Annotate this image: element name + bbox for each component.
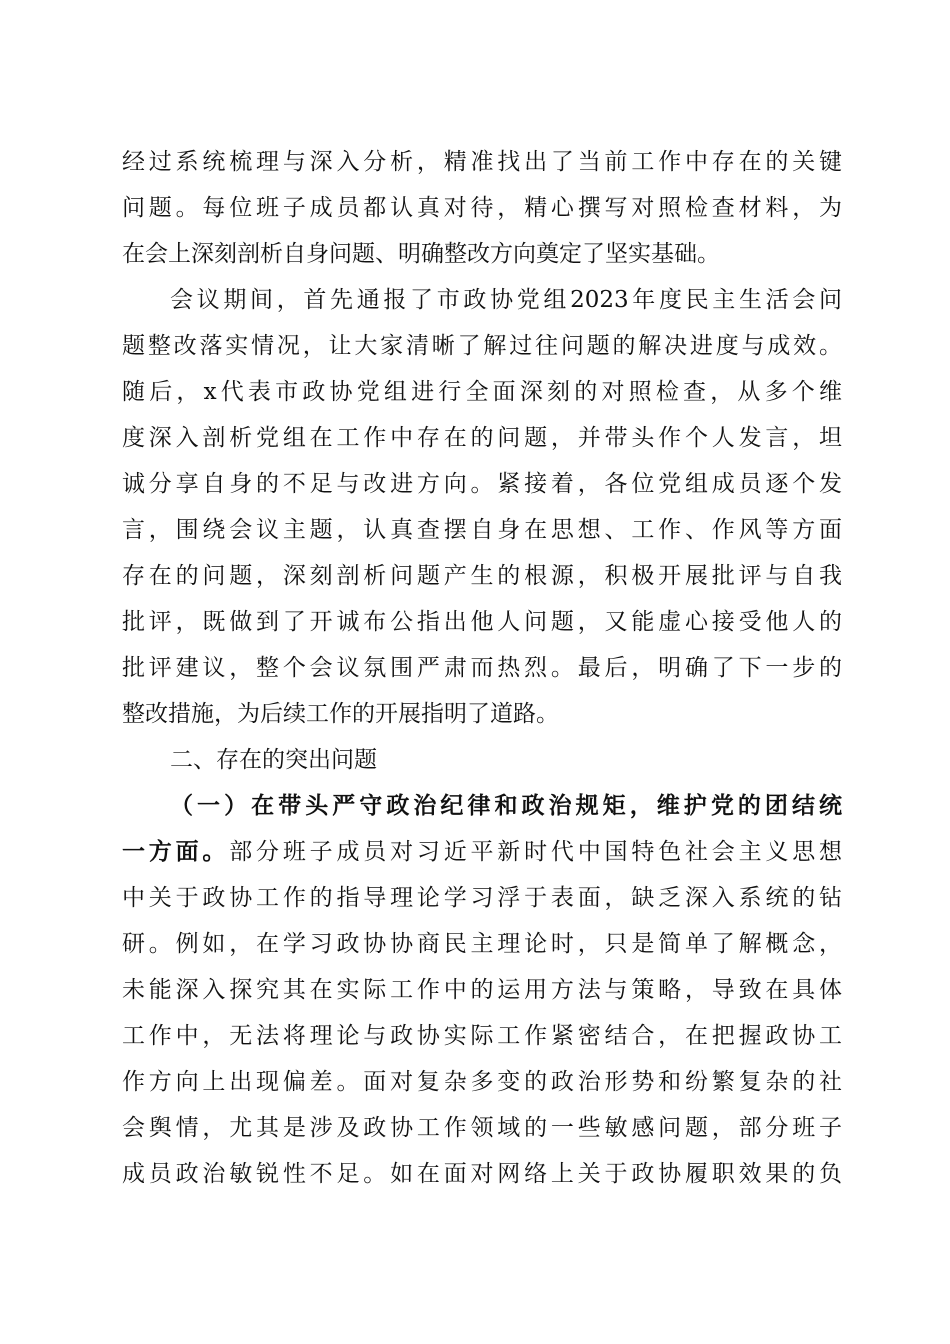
paragraph-line: 未能深入探究其在实际工作中的运用方法与策略，导致在具体 xyxy=(122,977,842,1003)
paragraph-line: 诚分享自身的不足与改进方向。紧接着，各位党组成员逐个发 xyxy=(122,471,842,497)
paragraph-line: 经过系统梳理与深入分析，精准找出了当前工作中存在的关键 xyxy=(122,149,842,175)
paragraph-line: 在会上深刻剖析自身问题、明确整改方向奠定了坚实基础。 xyxy=(122,241,720,267)
paragraph-line xyxy=(122,838,842,866)
paragraph-line: 研。例如，在学习政协协商民主理论时，只是简单了解概念， xyxy=(122,931,842,957)
paragraph-line: 会议期间，首先通报了市政协党组2023年度民主生活会问 xyxy=(170,287,842,313)
paragraph-text: 部分班子成员对习近平新时代中国特色社会主义思想 xyxy=(229,839,843,865)
paragraph-line: 问题。每位班子成员都认真对待，精心撰写对照检查材料，为 xyxy=(122,195,842,221)
paragraph-line: 度深入剖析党组在工作中存在的问题，并带头作个人发言，坦 xyxy=(122,425,842,451)
paragraph-line: 批评建议，整个会议氛围严肃而热烈。最后，明确了下一步的 xyxy=(122,655,842,681)
paragraph-line: 存在的问题，深刻剖析问题产生的根源，积极开展批评与自我 xyxy=(122,563,842,589)
section-heading: 二、存在的突出问题 xyxy=(170,747,377,773)
paragraph-line: 中关于政协工作的指导理论学习浮于表面，缺乏深入系统的钻 xyxy=(122,885,842,911)
paragraph-line: 会舆情，尤其是涉及政协工作领域的一些敏感问题，部分班子 xyxy=(122,1115,842,1141)
paragraph-line: 言，围绕会议主题，认真查摆自身在思想、工作、作风等方面 xyxy=(122,517,842,543)
subsection-heading-line: （一）在带头严守政治纪律和政治规矩，维护党的团结统 xyxy=(170,793,842,819)
paragraph-line: 整改措施，为后续工作的开展指明了道路。 xyxy=(122,701,559,727)
paragraph-line: 作方向上出现偏差。面对复杂多变的政治形势和纷繁复杂的社 xyxy=(122,1069,842,1095)
paragraph-line: 工作中，无法将理论与政协实际工作紧密结合，在把握政协工 xyxy=(122,1023,842,1049)
paragraph-line: 题整改落实情况，让大家清晰了解过往问题的解决进度与成效。 xyxy=(122,333,842,359)
paragraph-line: 随后，x代表市政协党组进行全面深刻的对照检查，从多个维 xyxy=(122,379,842,405)
paragraph-line: 成员政治敏锐性不足。如在面对网络上关于政协履职效果的负 xyxy=(122,1161,842,1187)
subsection-heading-tail: 一方面。 xyxy=(122,839,230,865)
paragraph-line: 批评，既做到了开诚布公指出他人问题，又能虚心接受他人的 xyxy=(122,609,842,635)
